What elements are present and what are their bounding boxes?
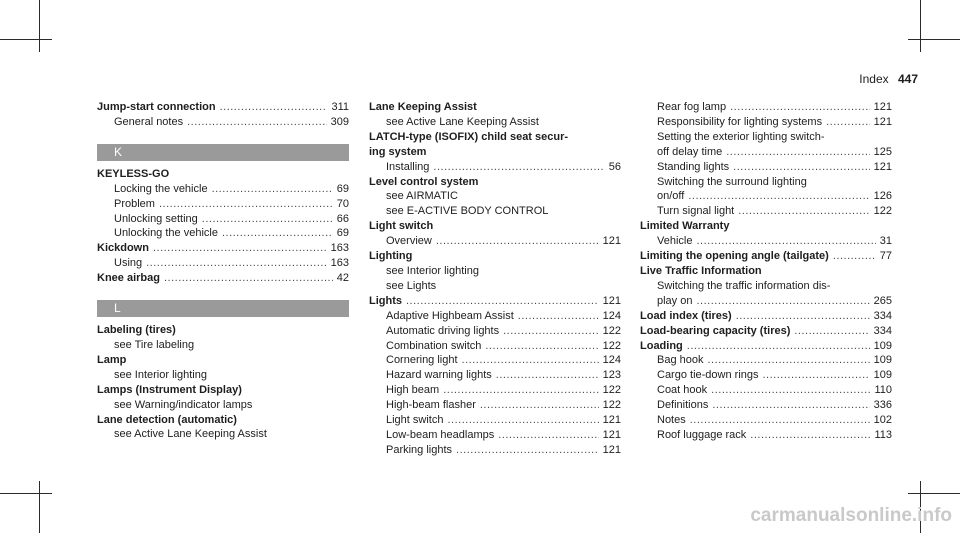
entries-col3 — [640, 100, 892, 443]
leader-dots — [480, 398, 599, 413]
page-ref: 163 — [330, 257, 349, 270]
leader-dots — [222, 226, 333, 241]
entry-term: Locking the vehicle — [114, 182, 208, 195]
entry-term: Using — [114, 257, 143, 270]
page-ref: 122 — [873, 205, 892, 218]
index-entry — [640, 324, 892, 339]
index-subentry — [369, 443, 621, 458]
entry-term: Lane detection (automatic) — [97, 413, 237, 426]
entry-term: Switching the surround lighting — [657, 175, 807, 188]
leader-dots — [712, 398, 869, 413]
index-subentry — [369, 115, 621, 130]
entry-term: Combination switch — [386, 339, 482, 352]
entry-term: Automatic driving lights — [386, 324, 500, 337]
index-subentry — [369, 160, 621, 175]
index-entry — [369, 130, 621, 145]
index-subentry — [640, 234, 892, 249]
index-entry — [97, 413, 349, 428]
page-ref: 122 — [602, 399, 621, 412]
entry-term: Cornering light — [386, 354, 458, 367]
page-ref: 66 — [336, 212, 349, 225]
page-ref: 42 — [336, 272, 349, 285]
index-subentry — [640, 100, 892, 115]
entry-term: Light switch — [386, 414, 444, 427]
crop-mark — [0, 39, 52, 40]
entry-term: Problem — [114, 197, 155, 210]
index-subentry — [369, 309, 621, 324]
page-ref: 56 — [608, 160, 621, 173]
entry-term: Lights — [369, 294, 402, 307]
page-ref: 31 — [879, 235, 892, 248]
letter-heading-l: L — [97, 300, 349, 317]
index-entry — [640, 339, 892, 354]
watermark: carmanualsonline.info — [750, 505, 952, 526]
leader-dots — [736, 309, 870, 324]
index-subentry — [97, 182, 349, 197]
page-ref: 70 — [336, 197, 349, 210]
page-ref: 122 — [602, 324, 621, 337]
index-entry — [97, 167, 349, 182]
page-ref: 121 — [873, 115, 892, 128]
entry-term: Switching the traffic information dis- — [657, 279, 831, 292]
index-subentry — [640, 398, 892, 413]
index-subentry — [97, 115, 349, 130]
entry-term: Hazard warning lights — [386, 369, 492, 382]
index-entry — [97, 100, 349, 115]
index-subentry — [369, 264, 621, 279]
index-subentry — [97, 338, 349, 353]
page-ref: 77 — [879, 250, 892, 263]
page-ref: 121 — [873, 101, 892, 113]
page-ref: 121 — [602, 294, 621, 307]
page-ref: 69 — [336, 182, 349, 195]
entry-term: see Active Lane Keeping Assist — [386, 115, 539, 128]
entries-k — [97, 167, 349, 286]
index-subentry — [369, 398, 621, 413]
index-subentry — [640, 175, 892, 190]
entry-term: High beam — [386, 384, 440, 397]
entry-term: Unlocking the vehicle — [114, 227, 218, 240]
index-entry — [97, 383, 349, 398]
page-ref: 121 — [873, 160, 892, 173]
index-subentry — [369, 353, 621, 368]
entry-term: Adaptive Highbeam Assist — [386, 309, 514, 322]
letter-heading-k: K — [97, 144, 349, 161]
entry-term: Lighting — [369, 250, 413, 263]
crop-mark — [0, 493, 52, 494]
entry-term: Unlocking setting — [114, 212, 198, 225]
entry-term: Jump-start connection — [97, 101, 216, 113]
entry-term: Loading — [640, 339, 683, 352]
leader-dots — [696, 294, 869, 309]
entry-term: Kickdown — [97, 242, 149, 255]
index-subentry — [640, 189, 892, 204]
page-ref: 69 — [336, 227, 349, 240]
index-entry — [640, 219, 892, 234]
entry-term: Limited Warranty — [640, 220, 730, 233]
index-entry — [369, 219, 621, 234]
entry-term: Lane Keeping Assist — [369, 101, 477, 113]
index-entry — [97, 353, 349, 368]
leader-dots — [518, 309, 599, 324]
index-column-3 — [640, 100, 892, 443]
crop-mark — [39, 0, 40, 52]
entry-term: Cargo tie-down rings — [657, 369, 759, 382]
leader-dots — [433, 160, 604, 175]
index-subentry — [97, 256, 349, 271]
entry-term: Limiting the opening angle (tailgate) — [640, 250, 829, 263]
leader-dots — [707, 353, 869, 368]
page-ref: 309 — [330, 115, 349, 128]
index-entry — [369, 175, 621, 190]
page-ref: 125 — [873, 145, 892, 158]
index-subentry — [640, 279, 892, 294]
entries-l — [97, 323, 349, 442]
leader-dots — [711, 383, 870, 398]
leader-dots — [763, 368, 870, 383]
page-ref: 122 — [602, 339, 621, 352]
index-subentry — [640, 428, 892, 443]
entry-term: off delay time — [657, 145, 723, 158]
entry-term: Roof luggage rack — [657, 428, 747, 441]
entry-term: Live Traffic Information — [640, 264, 762, 277]
entry-term: High-beam flasher — [386, 399, 476, 412]
leader-dots — [202, 212, 333, 227]
leader-dots — [726, 145, 869, 160]
entry-term: Level control system — [369, 175, 479, 188]
leader-dots — [436, 234, 599, 249]
entry-term: Knee airbag — [97, 272, 160, 285]
leader-dots — [462, 353, 599, 368]
leader-dots — [794, 324, 869, 339]
index-subentry — [369, 234, 621, 249]
page-ref: 334 — [873, 309, 892, 322]
index-subentry — [97, 427, 349, 442]
index-entry — [369, 100, 621, 115]
index-subentry — [369, 413, 621, 428]
index-entry — [97, 241, 349, 256]
entry-term: KEYLESS-GO — [97, 167, 170, 180]
entry-term: Standing lights — [657, 160, 730, 173]
page-ref: 123 — [602, 369, 621, 382]
leader-dots — [146, 256, 327, 271]
leader-dots — [496, 368, 599, 383]
page-number: 447 — [897, 72, 918, 86]
index-subentry — [369, 324, 621, 339]
index-entry — [369, 294, 621, 309]
index-subentry — [640, 413, 892, 428]
page-ref: 122 — [602, 384, 621, 397]
page-ref: 121 — [602, 428, 621, 441]
entry-term: Load index (tires) — [640, 309, 732, 322]
index-column-1 — [97, 100, 349, 442]
crop-mark — [908, 39, 960, 40]
entry-term: Light switch — [369, 220, 434, 233]
entry-term: see Lights — [386, 279, 437, 292]
page-ref: 110 — [874, 384, 892, 397]
leader-dots — [406, 294, 599, 309]
crop-mark — [920, 0, 921, 52]
entries-col2 — [369, 100, 621, 458]
index-subentry — [97, 226, 349, 241]
crop-mark — [908, 493, 960, 494]
entry-term: LATCH-type (ISOFIX) child seat secur- — [369, 130, 569, 143]
page-ref: 124 — [602, 354, 621, 367]
leader-dots — [738, 204, 869, 219]
page-ref: 163 — [330, 242, 349, 255]
page-ref: 121 — [602, 443, 621, 456]
entry-term: ing system — [369, 145, 427, 158]
entry-term: Bag hook — [657, 354, 704, 367]
entry-term: Parking lights — [386, 443, 453, 456]
entry-term: play on — [657, 294, 693, 307]
page-ref: 102 — [873, 414, 892, 427]
index-subentry — [640, 294, 892, 309]
leader-dots — [220, 100, 328, 115]
index-subentry — [97, 197, 349, 212]
leader-dots — [187, 115, 327, 130]
page-ref: 124 — [602, 309, 621, 322]
entry-term: Low-beam headlamps — [386, 428, 495, 441]
entry-term: Rear fog lamp — [657, 101, 727, 113]
index-entry — [640, 249, 892, 264]
entry-term: see Interior lighting — [386, 264, 479, 277]
leader-dots — [687, 339, 870, 354]
leader-dots — [730, 100, 870, 115]
entry-term: see E-ACTIVE BODY CONTROL — [386, 205, 549, 218]
leader-dots — [443, 383, 598, 398]
index-entry — [640, 264, 892, 279]
leader-dots — [153, 241, 327, 256]
index-subentry — [640, 115, 892, 130]
leader-dots — [456, 443, 599, 458]
leader-dots — [696, 234, 875, 249]
section-title: Index — [859, 72, 889, 86]
leader-dots — [503, 324, 599, 339]
leader-dots — [690, 413, 870, 428]
entry-term: Notes — [657, 414, 686, 427]
entry-term: Lamps (Instrument Display) — [97, 383, 242, 396]
leader-dots — [159, 197, 333, 212]
page-ref: 121 — [602, 235, 621, 248]
index-subentry — [640, 353, 892, 368]
index-subentry — [369, 204, 621, 219]
page-ref: 113 — [874, 428, 892, 441]
index-entry — [369, 145, 621, 160]
page-ref: 109 — [873, 369, 892, 382]
index-subentry — [369, 189, 621, 204]
crop-mark — [39, 481, 40, 533]
index-subentry — [97, 212, 349, 227]
entry-term: Setting the exterior lighting switch- — [657, 130, 825, 143]
entry-term: Lamp — [97, 353, 127, 366]
index-subentry — [640, 204, 892, 219]
index-subentry — [369, 428, 621, 443]
index-column-2 — [369, 100, 621, 458]
page-ref: 311 — [331, 101, 349, 113]
page-ref: 109 — [873, 339, 892, 352]
index-subentry — [369, 339, 621, 354]
leader-dots — [826, 115, 870, 130]
entry-term: Installing — [386, 160, 430, 173]
index-entry — [97, 271, 349, 286]
entry-term: on/off — [657, 190, 685, 203]
page-ref: 265 — [873, 294, 892, 307]
page-ref: 121 — [602, 414, 621, 427]
entry-term: see Interior lighting — [114, 368, 207, 381]
leader-dots — [164, 271, 333, 286]
entry-term: see AIRMATIC — [386, 190, 458, 203]
entry-term: Definitions — [657, 399, 709, 412]
page-header — [859, 72, 918, 86]
page-ref: 109 — [873, 354, 892, 367]
leader-dots — [750, 428, 870, 443]
index-subentry — [97, 398, 349, 413]
leader-dots — [688, 189, 869, 204]
entry-term: Overview — [386, 235, 432, 248]
index-subentry — [640, 145, 892, 160]
leader-dots — [485, 339, 598, 354]
index-subentry — [640, 130, 892, 145]
leader-dots — [833, 249, 876, 264]
page-ref: 334 — [873, 324, 892, 337]
index-entry — [97, 323, 349, 338]
leader-dots — [447, 413, 598, 428]
entry-term: Responsibility for lighting systems — [657, 115, 823, 128]
index-entry — [369, 249, 621, 264]
leader-dots — [498, 428, 598, 443]
entry-term: see Tire labeling — [114, 338, 195, 351]
entry-term: Vehicle — [657, 235, 693, 248]
leader-dots — [733, 160, 869, 175]
index-subentry — [369, 279, 621, 294]
entry-term: Turn signal light — [657, 205, 735, 218]
index-subentry — [97, 368, 349, 383]
entry-term: Coat hook — [657, 384, 708, 397]
index-subentry — [640, 368, 892, 383]
index-subentry — [640, 383, 892, 398]
index-subentry — [369, 383, 621, 398]
entry-term: General notes — [114, 115, 184, 128]
entries-a — [97, 100, 349, 130]
entry-term: see Active Lane Keeping Assist — [114, 428, 267, 441]
index-entry — [640, 309, 892, 324]
index-subentry — [640, 160, 892, 175]
page-ref: 336 — [873, 399, 892, 412]
page-ref: 126 — [873, 190, 892, 203]
leader-dots — [212, 182, 333, 197]
entry-term: Load-bearing capacity (tires) — [640, 324, 791, 337]
entry-term: Labeling (tires) — [97, 324, 176, 337]
index-subentry — [369, 368, 621, 383]
entry-term: see Warning/indicator lamps — [114, 398, 253, 411]
